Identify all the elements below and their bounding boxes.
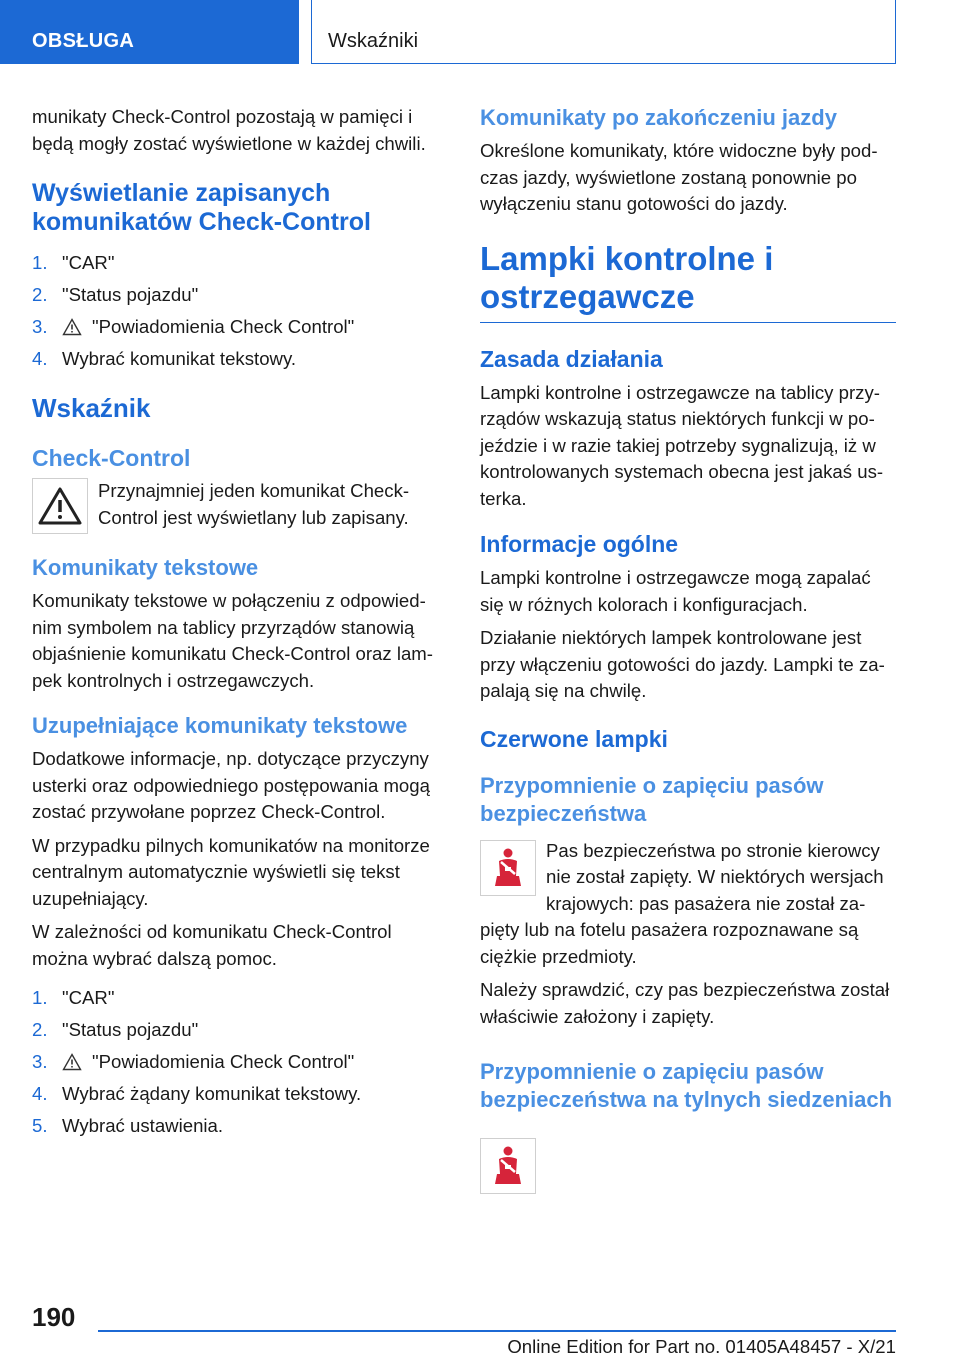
heading-belt-reminder: Przypomnienie o zapięciu pasów bezpieczeństwa [480, 772, 824, 826]
heading-belt-reminder-rear: Przypomnienie o zapięciu pasów bezpieczeństwa na tylnych siedzeniach [480, 1059, 893, 1112]
supplementary-paragraph-2: W przypadku pilnych komunikatów na monitorze centralnym automatycznie wyświetli się tekst uzupełniający. [32, 834, 430, 909]
text-messages-body: Komunikaty tekstowe w połączeniu z odpowied-nim symbolem na tablicy przyrządów stanowią objaśnienie komunikatu Check-Control oraz lam-pek kontrolnych i ostrzegawczych. [32, 590, 433, 691]
list-item: 4. Wybrać żądany komunikat tekstowy. [32, 1083, 362, 1104]
list-item: 3. "Powiadomienia Check Control" [32, 1051, 355, 1072]
edition-text: Online Edition for Part no. 01405A48457 - X/21 [507, 1336, 896, 1357]
after-drive-body: Określone komunikaty, które widoczne były pod-czas jazdy, wyświetlone zostaną ponownie po wyłączeniu stanu gotowości do jazdy. [480, 140, 878, 214]
left-column [32, 104, 444, 1150]
list-item: 5. Wybrać ustawienia. [32, 1115, 224, 1136]
principle-body: Lampki kontrolne i ostrzegawcze na tablicy przy-rządów wskazują status niektórych funkcji w po-jeździe i w razie takiej potrzeby sygnalizują, iż w kontrolowanych systemach obecna jest jakaś us-terka. [480, 381, 884, 509]
check-control-block [32, 478, 444, 534]
list-item: 2. "Status pojazdu" [32, 284, 199, 305]
general-paragraph-2: Działanie niektórych lampek kontrolowane jest przy włączeniu gotowości do jazdy. Lampki te za-palają się na chwilę. [480, 627, 885, 701]
page-header [0, 0, 960, 66]
steps-list-saved [32, 247, 444, 375]
belt-paragraph-2: Należy sprawdzić, czy pas bezpieczeństwa został właściwie założony i zapięty. [480, 979, 890, 1027]
page-footer [0, 1290, 960, 1362]
seatbelt-warning-icon [488, 846, 528, 890]
list-item: 3. "Powiadomienia Check Control" [32, 316, 355, 337]
heading-after-drive: Komunikaty po zakończeniu jazdy [480, 105, 837, 130]
belt-reminder-block [480, 838, 896, 1031]
section-tab: OBSŁUGA [0, 0, 299, 64]
supplementary-paragraph-1: Dodatkowe informacje, np. dotyczące przyczyny usterki oraz odpowiedniego postępowania mogą zostać przywołane poprzez Check-Control. [32, 748, 430, 822]
footer-divider [98, 1330, 896, 1332]
warning-triangle-icon [62, 1053, 82, 1071]
heading-red-lamps: Czerwone lampki [480, 725, 668, 752]
list-item: 1. "CAR" [32, 252, 115, 273]
warning-triangle-icon [37, 486, 83, 526]
general-paragraph-1: Lampki kontrolne i ostrzegawcze mogą zapalać się w różnych kolorach i konfiguracjach. [480, 567, 871, 615]
check-control-text: Przynajmniej jeden komunikat Check-Control jest wyświetlany lub zapisany. [98, 480, 410, 528]
heading-saved-messages: Wyświetlanie zapisanych komunikatów Check-Control [32, 179, 371, 236]
heading-text-messages: Komunikaty tekstowe [32, 555, 259, 580]
heading-indicator: Wskaźnik [32, 393, 151, 423]
supplementary-paragraph-3: W zależności od komunikatu Check-Control można wybrać dalszą pomoc. [32, 921, 392, 969]
heading-warning-lamps: Lampki kontrolne i ostrzegawcze [480, 240, 896, 323]
heading-supplementary-messages: Uzupełniające komunikaty tekstowe [32, 713, 408, 738]
seatbelt-warning-icon [488, 1144, 528, 1188]
seatbelt-icon-box [480, 840, 536, 896]
list-item: 1. "CAR" [32, 987, 115, 1008]
heading-general-info: Informacje ogólne [480, 531, 679, 557]
right-column [480, 104, 896, 1198]
list-item: 2. "Status pojazdu" [32, 1019, 199, 1040]
heading-check-control: Check-Control [32, 445, 191, 471]
warning-triangle-icon [62, 318, 82, 336]
steps-list-supplementary [32, 982, 444, 1142]
page-number: 190 [32, 1302, 76, 1332]
rear-seatbelt-icon-box [480, 1138, 536, 1194]
list-item: 4. Wybrać komunikat tekstowy. [32, 348, 297, 369]
belt-paragraph-1: Pas bezpieczeństwa po stronie kierowcy nie został zapięty. W niektórych wersjach krajowych: pas pasażera nie został za-pięty lub na fotelu pasażera rozpoznawane są ciężkie przedmioty. [480, 839, 884, 967]
check-control-icon-box [32, 478, 88, 534]
chapter-tab: Wskaźniki [311, 0, 896, 64]
intro-text: munikaty Check-Control pozostają w pamięci i będą mogły zostać wyświetlone w każdej chwili. [32, 106, 426, 154]
heading-principle: Zasada działania [480, 345, 663, 372]
